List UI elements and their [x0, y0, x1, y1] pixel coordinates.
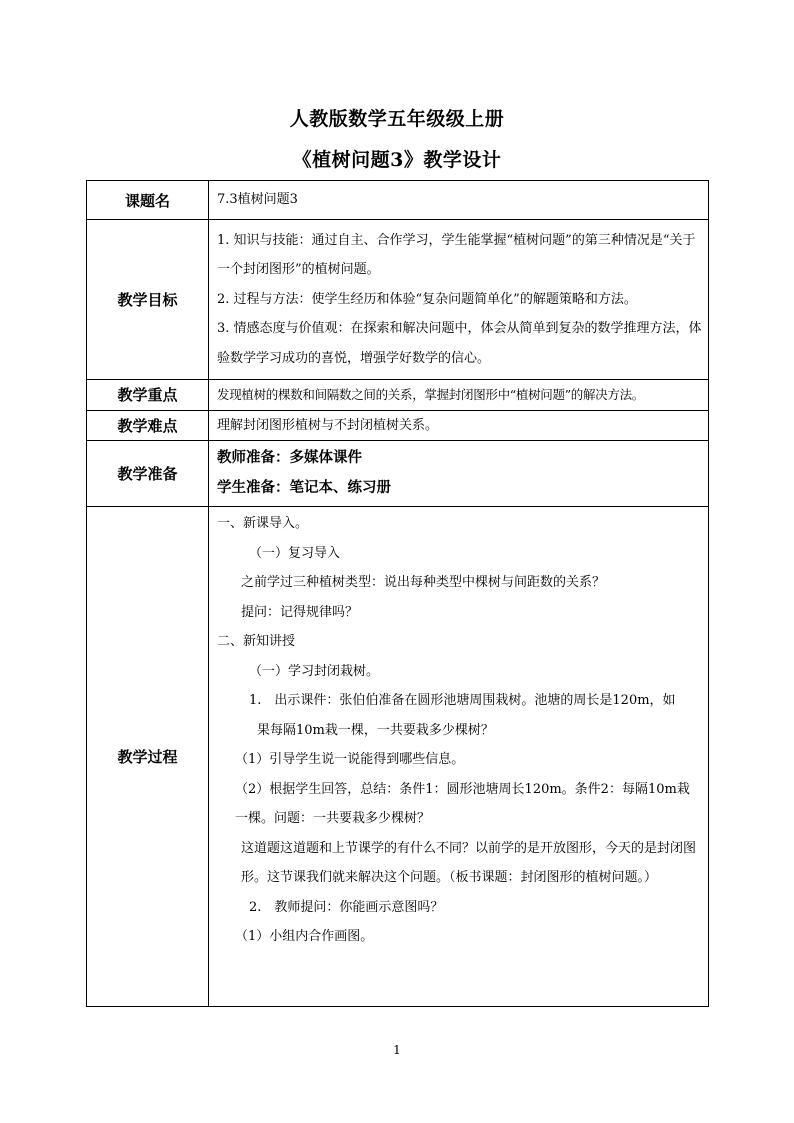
teacher-preparation: 教师准备：多媒体课件 [217, 450, 362, 466]
label-goals: 教学目标 [87, 220, 209, 380]
label-preparation: 教学准备 [87, 441, 209, 507]
row-difficulties [87, 410, 709, 441]
label-key-points: 教学重点 [87, 380, 209, 411]
value-difficulties: 理解封闭图形植树与不封闭植树关系。 [209, 410, 709, 441]
process-line: 之前学过三种植树类型：说出每种类型中棵树与间距数的关系？ [241, 575, 606, 590]
value-key-points: 发现植树的棵数和间隔数之间的关系，掌握封闭图形中“植树问题”的解决方法。 [209, 380, 709, 411]
goal-item: 3. 情感态度与价值观：在探索和解决问题中，体会从简单到复杂的数学推理方法，体验数学学习成功的喜悦，增强学好数学的信心。 [217, 321, 702, 366]
row-process [87, 507, 709, 1007]
student-preparation: 学生准备：笔记本、练习册 [217, 479, 391, 496]
row-preparation [87, 441, 709, 507]
value-preparation [209, 441, 709, 507]
process-line: 2. 教师提问：你能画示意图吗？ [249, 899, 444, 915]
process-line: （1）小组内合作画图。 [235, 929, 374, 944]
process-line: （一）学习封闭栽树。 [249, 663, 380, 679]
row-goals [87, 220, 709, 380]
process-line: 果每隔10m栽一棵，一共要栽多少棵树？ [257, 722, 494, 738]
process-line: 二、新知讲授 [217, 634, 296, 649]
value-topic: 7.3植树问题3 [209, 181, 709, 220]
process-line: （一）复习导入 [249, 545, 341, 561]
value-goals [209, 220, 709, 380]
process-line: 提问：记得规律吗？ [241, 604, 359, 620]
process-line: （2）根据学生回答，总结：条件1：圆形池塘周长120m。条件2：每隔10m栽一棵。问题：一共要栽多少棵树？ [235, 781, 690, 826]
process-line: 这道题这道题和上节课学的有什么不同？以前学的是开放图形，今天的是封闭图形。这节课我们就来解决这个问题。（板书课题：封闭图形的植树问题。） [241, 840, 697, 885]
process-line: 一、新课导入。 [217, 516, 309, 531]
process-line: 1. 出示课件：张伯伯准备在圆形池塘周围栽树。池塘的周长是120m，如 [249, 693, 676, 708]
page-number: 1 [393, 1043, 401, 1057]
row-topic [87, 181, 709, 220]
process-line: （1）引导学生说一说能得到哪些信息。 [235, 752, 465, 767]
document-subtitle: 《植树问题3》教学设计 [292, 149, 502, 171]
label-process: 教学过程 [87, 507, 209, 1007]
lesson-plan-table [86, 180, 709, 1007]
label-difficulties: 教学难点 [87, 410, 209, 441]
label-topic: 课题名 [87, 181, 209, 220]
goal-item: 2. 过程与方法：使学生经历和体验“复杂问题简单化”的解题策略和方法。 [217, 291, 637, 307]
value-process [209, 507, 709, 1007]
goal-item: 1. 知识与技能：通过自主、合作学习，学生能掌握“植树问题”的第三种情况是“关于一个封闭图形”的植树问题。 [217, 232, 696, 278]
row-key-points [87, 380, 709, 411]
document-title: 人教版数学五年级级上册 [289, 108, 505, 130]
